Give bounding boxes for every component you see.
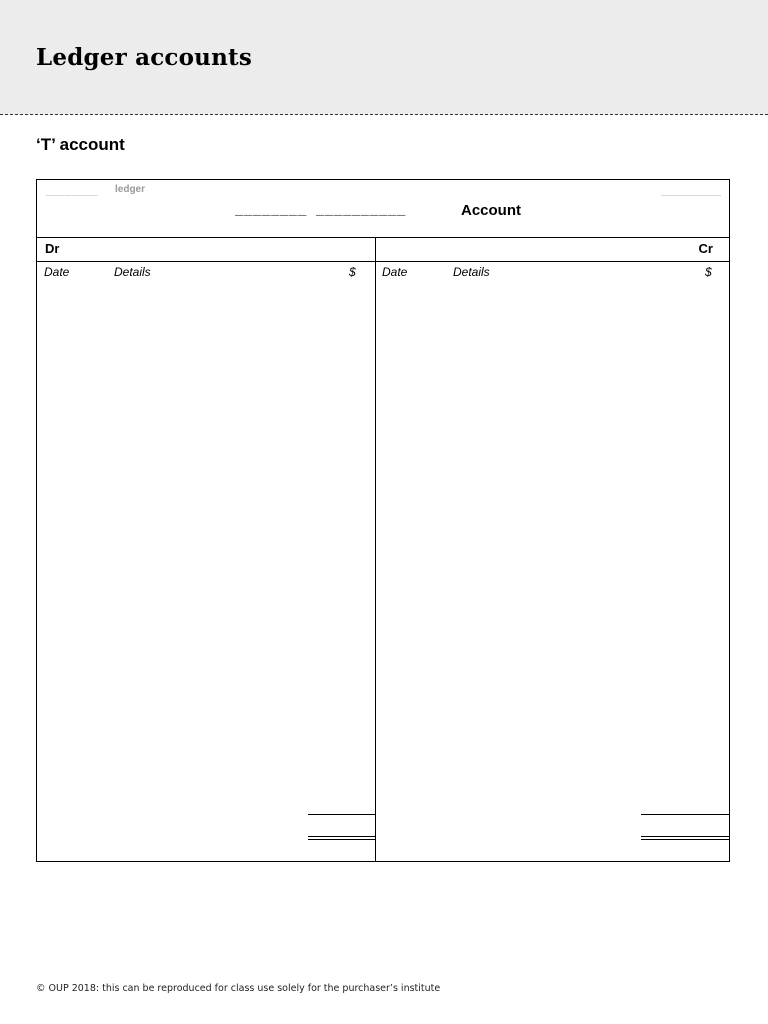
side-labels-row [37, 238, 729, 262]
debit-details-header: Details [114, 265, 151, 279]
copyright-footer: © OUP 2018: this can be reproduced for class use solely for the purchaser’s institute [36, 983, 441, 994]
ledger-right-blank[interactable]: __________ [660, 188, 721, 199]
debit-label: Dr [45, 241, 60, 256]
t-account-form [36, 179, 730, 862]
credit-amount-header: $ [705, 265, 712, 279]
ledger-label: ledger [115, 184, 146, 195]
debit-amount-header: $ [349, 265, 356, 279]
debit-double-line-lower [308, 839, 375, 840]
debit-double-line-upper [308, 836, 375, 837]
account-label: Account [461, 202, 521, 219]
credit-date-header: Date [382, 265, 408, 279]
debit-date-header: Date [44, 265, 70, 279]
credit-label: Cr [698, 241, 713, 256]
credit-total-line [641, 814, 729, 815]
t-account-divider [375, 238, 376, 862]
credit-details-header: Details [453, 265, 490, 279]
credit-double-line-upper [641, 836, 729, 837]
account-name-blank[interactable]: ________ __________ [235, 203, 407, 219]
debit-total-line [308, 814, 375, 815]
page-title: Ledger accounts [36, 44, 252, 71]
ledger-name-blank[interactable]: ________ [46, 188, 99, 199]
ledger-header-row [37, 180, 729, 238]
section-title: ‘T’ account [36, 135, 125, 154]
credit-double-line-lower [641, 839, 729, 840]
